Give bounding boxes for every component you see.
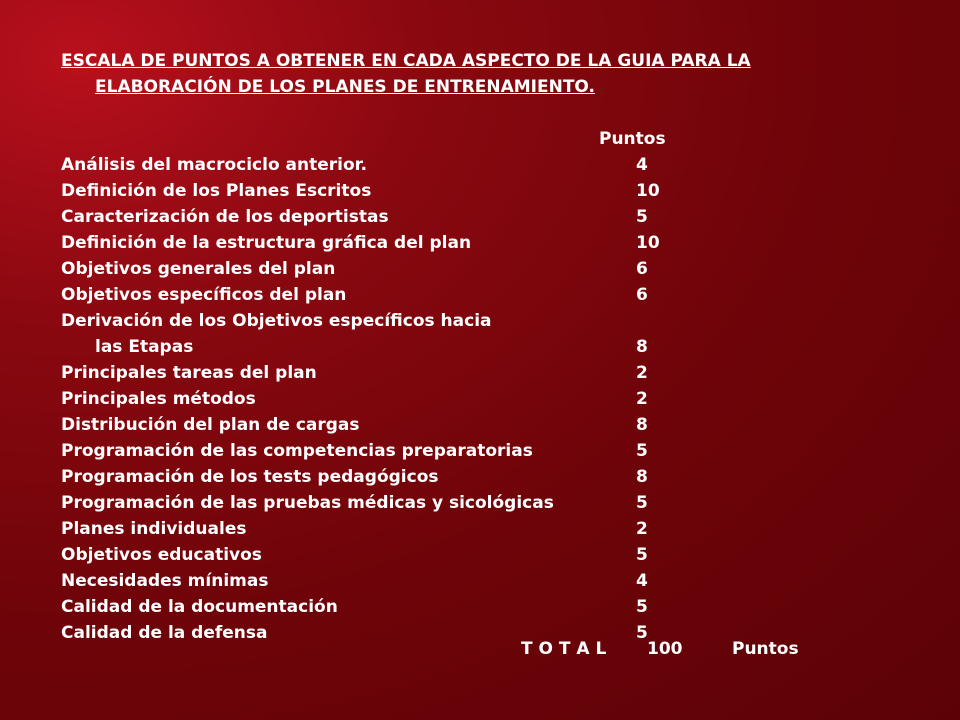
criteria-row (61, 282, 921, 308)
criteria-label: Definición de la estructura gráfica del plan (61, 233, 472, 253)
criteria-label: Caracterización de los deportistas (61, 207, 389, 227)
criteria-label: Calidad de la defensa (61, 623, 268, 643)
points-column-header: Puntos (599, 129, 666, 149)
criteria-row (61, 152, 921, 178)
criteria-points: 8 (636, 415, 648, 435)
criteria-label: Principales métodos (61, 389, 256, 409)
criteria-label: Calidad de la documentación (61, 597, 338, 617)
criteria-points: 5 (636, 597, 648, 617)
criteria-points: 5 (636, 441, 648, 461)
criteria-label: Programación de las pruebas médicas y sicológicas (61, 493, 554, 513)
criteria-row (61, 230, 921, 256)
criteria-label: Objetivos generales del plan (61, 259, 336, 279)
criteria-row (61, 360, 921, 386)
criteria-points: 10 (636, 181, 660, 201)
criteria-row (61, 438, 921, 464)
criteria-label: Principales tareas del plan (61, 363, 317, 383)
criteria-row (61, 412, 921, 438)
criteria-row (61, 542, 921, 568)
criteria-label: Objetivos educativos (61, 545, 262, 565)
criteria-row (61, 256, 921, 282)
criteria-points: 5 (636, 545, 648, 565)
document-title (61, 48, 921, 100)
criteria-row (61, 594, 921, 620)
criteria-points: 10 (636, 233, 660, 253)
criteria-points: 8 (636, 337, 648, 357)
total-label: T O T A L (521, 639, 607, 659)
criteria-points: 8 (636, 467, 648, 487)
criteria-row (61, 386, 921, 412)
criteria-row (61, 568, 921, 594)
criteria-label: Distribución del plan de cargas (61, 415, 360, 435)
criteria-label: Objetivos específicos del plan (61, 285, 347, 305)
criteria-points: 5 (636, 493, 648, 513)
criteria-label: Necesidades mínimas (61, 571, 269, 591)
criteria-points: 2 (636, 389, 648, 409)
criteria-label: Definición de los Planes Escritos (61, 181, 372, 201)
criteria-points: 2 (636, 519, 648, 539)
criteria-label: Análisis del macrociclo anterior. (61, 155, 368, 175)
criteria-label: Programación de las competencias preparatorias (61, 441, 533, 461)
criteria-points: 5 (636, 207, 648, 227)
criteria-label: Planes individuales (61, 519, 247, 539)
criteria-row (61, 178, 921, 204)
criteria-row (61, 464, 921, 490)
criteria-points: 6 (636, 259, 648, 279)
criteria-row (61, 490, 921, 516)
criteria-row (61, 334, 921, 360)
criteria-points: 4 (636, 571, 648, 591)
criteria-points: 6 (636, 285, 648, 305)
criteria-label: las Etapas (95, 337, 194, 357)
criteria-row (61, 204, 921, 230)
criteria-list (61, 152, 921, 646)
criteria-points: 4 (636, 155, 648, 175)
criteria-row (61, 308, 921, 334)
total-value: 100 (647, 639, 683, 659)
criteria-label: Derivación de los Objetivos específicos hacia (61, 311, 492, 331)
title-line-2: ELABORACIÓN DE LOS PLANES DE ENTRENAMIENTO. (95, 77, 595, 97)
criteria-points: 2 (636, 363, 648, 383)
criteria-label: Programación de los tests pedagógicos (61, 467, 439, 487)
criteria-points: 5 (636, 623, 648, 643)
title-line-1: ESCALA DE PUNTOS A OBTENER EN CADA ASPECTO DE LA GUIA PARA LA (61, 51, 751, 71)
criteria-row (61, 516, 921, 542)
total-unit: Puntos (732, 639, 799, 659)
